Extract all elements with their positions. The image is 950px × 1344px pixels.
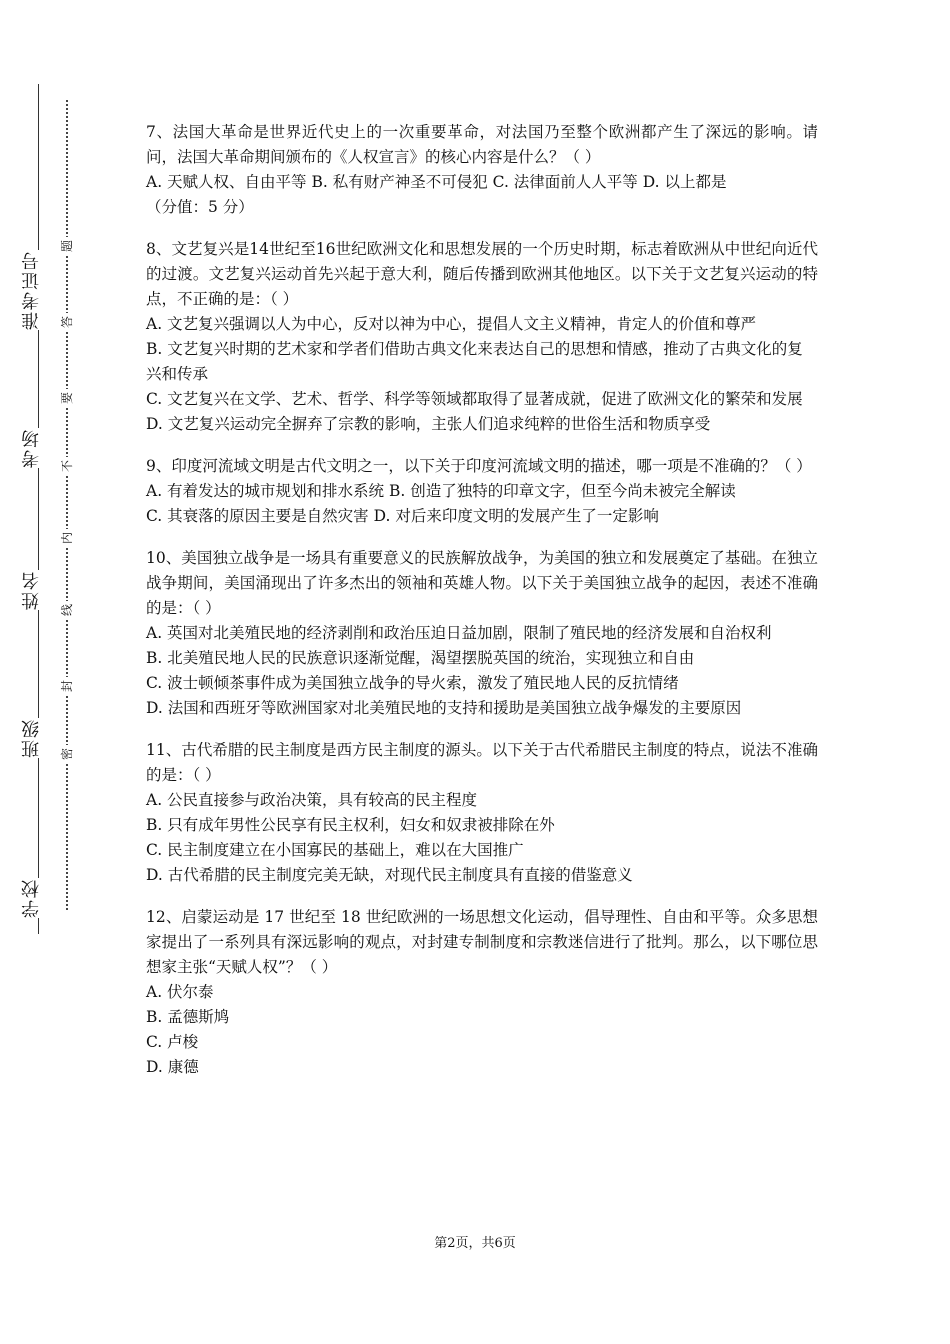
- seal-char: 要: [59, 389, 75, 407]
- seal-char: 密: [59, 745, 75, 763]
- option-c: C. 民主制度建立在小国寡民的基础上，难以在大国推广: [146, 841, 524, 859]
- question-9: [146, 454, 818, 529]
- question-8: [146, 237, 818, 437]
- option-a: A. 伏尔泰: [146, 983, 214, 1001]
- question-stem: 8、文艺复兴是14世纪至16世纪欧洲文化和思想发展的一个历史时期，标志着欧洲从中世纪向近代的过渡。文艺复兴运动首先兴起于意大利，随后传播到欧洲其他地区。以下关于文艺复兴运动的特点，不正确的是：（ ）: [146, 240, 818, 308]
- option-a: A. 文艺复兴强调以人为中心，反对以神为中心，提倡人文主义精神，肯定人的价值和尊严: [146, 315, 757, 333]
- question-12: [146, 905, 818, 1080]
- option-d: D. 康德: [146, 1058, 199, 1076]
- binding-solid-line: [38, 84, 39, 934]
- option-d: D. 古代希腊的民主制度完美无缺，对现代民主制度具有直接的借鉴意义: [146, 866, 633, 884]
- option-line: A. 天赋人权、自由平等 B. 私有财产神圣不可侵犯 C. 法律面前人人平等 D. 以上都是: [146, 173, 727, 191]
- question-7: [146, 120, 818, 220]
- page-number: 第2页，共6页: [434, 1236, 516, 1251]
- question-list: [146, 120, 818, 1097]
- option-line: A. 有着发达的城市规划和排水系统 B. 创造了独特的印章文字，但至今尚未被完全解读: [146, 482, 736, 500]
- option-c: C. 波士顿倾茶事件成为美国独立战争的导火索，激发了殖民地人民的反抗情绪: [146, 674, 679, 692]
- option-a: A. 英国对北美殖民地的经济剥削和政治压迫日益加剧，限制了殖民地的经济发展和自治权利: [146, 624, 772, 642]
- question-stem: 9、印度河流域文明是古代文明之一，以下关于印度河流域文明的描述，哪一项是不准确的？（ ）: [146, 457, 812, 475]
- seal-char: 封: [59, 677, 75, 695]
- option-b: B. 文艺复兴时期的艺术家和学者们借助古典文化来表达自己的思想和情感，推动了古典文化的复兴和传承: [146, 340, 803, 383]
- seal-char: 不: [59, 457, 75, 475]
- seal-char: 题: [59, 237, 75, 255]
- score-note: （分值：5 分）: [146, 198, 254, 216]
- seal-char: 线: [59, 601, 75, 619]
- option-b: B. 只有成年男性公民享有民主权利，妇女和奴隶被排除在外: [146, 816, 555, 834]
- option-b: B. 孟德斯鸠: [146, 1008, 230, 1026]
- option-line: C. 其衰落的原因主要是自然灾害 D. 对后来印度文明的发展产生了一定影响: [146, 507, 659, 525]
- option-c: C. 卢梭: [146, 1033, 199, 1051]
- option-c: C. 文艺复兴在文学、艺术、哲学、科学等领域都取得了显著成就，促进了欧洲文化的繁荣和发展: [146, 390, 803, 408]
- question-stem: 11、古代希腊的民主制度是西方民主制度的源头。以下关于古代希腊民主制度的特点，说法不准确的是：（ ）: [146, 741, 818, 784]
- option-d: D. 文艺复兴运动完全摒弃了宗教的影响，主张人们追求纯粹的世俗生活和物质享受: [146, 415, 711, 433]
- question-stem: 10、美国独立战争是一场具有重要意义的民族解放战争，为美国的独立和发展奠定了基础。在独立战争期间，美国涌现出了许多杰出的领袖和英雄人物。以下关于美国独立战争的起因，表述不准确的是：（ ）: [146, 549, 818, 617]
- question-10: [146, 546, 818, 721]
- seal-dotted-line: [66, 100, 68, 910]
- seal-char: 答: [59, 313, 75, 331]
- option-b: B. 北美殖民地人民的民族意识逐渐觉醒，渴望摆脱英国的统治，实现独立和自由: [146, 649, 695, 667]
- exam-room-label: 考场: [14, 428, 50, 468]
- seal-char: 内: [59, 529, 75, 547]
- option-d: D. 法国和西班牙等欧洲国家对北美殖民地的支持和援助是美国独立战争爆发的主要原因: [146, 699, 742, 717]
- option-a: A. 公民直接参与政治决策，具有较高的民主程度: [146, 791, 478, 809]
- question-11: [146, 738, 818, 888]
- question-stem: 12、启蒙运动是 17 世纪至 18 世纪欧洲的一场思想文化运动，倡导理性、自由和平等。众多思想家提出了一系列具有深远影响的观点，对封建专制制度和宗教迷信进行了批判。那么，以下哪位思想家主张“天赋人权”？（ ）: [146, 908, 818, 976]
- school-label: 学校: [14, 878, 50, 918]
- exam-id-label: 准考证号: [14, 250, 50, 330]
- class-label: 班级: [14, 718, 50, 758]
- question-stem: 7、法国大革命是世界近代史上的一次重要革命，对法国乃至整个欧洲都产生了深远的影响。请问，法国大革命期间颁布的《人权宣言》的核心内容是什么？（ ）: [146, 123, 818, 166]
- student-name-label: 姓名: [14, 570, 50, 610]
